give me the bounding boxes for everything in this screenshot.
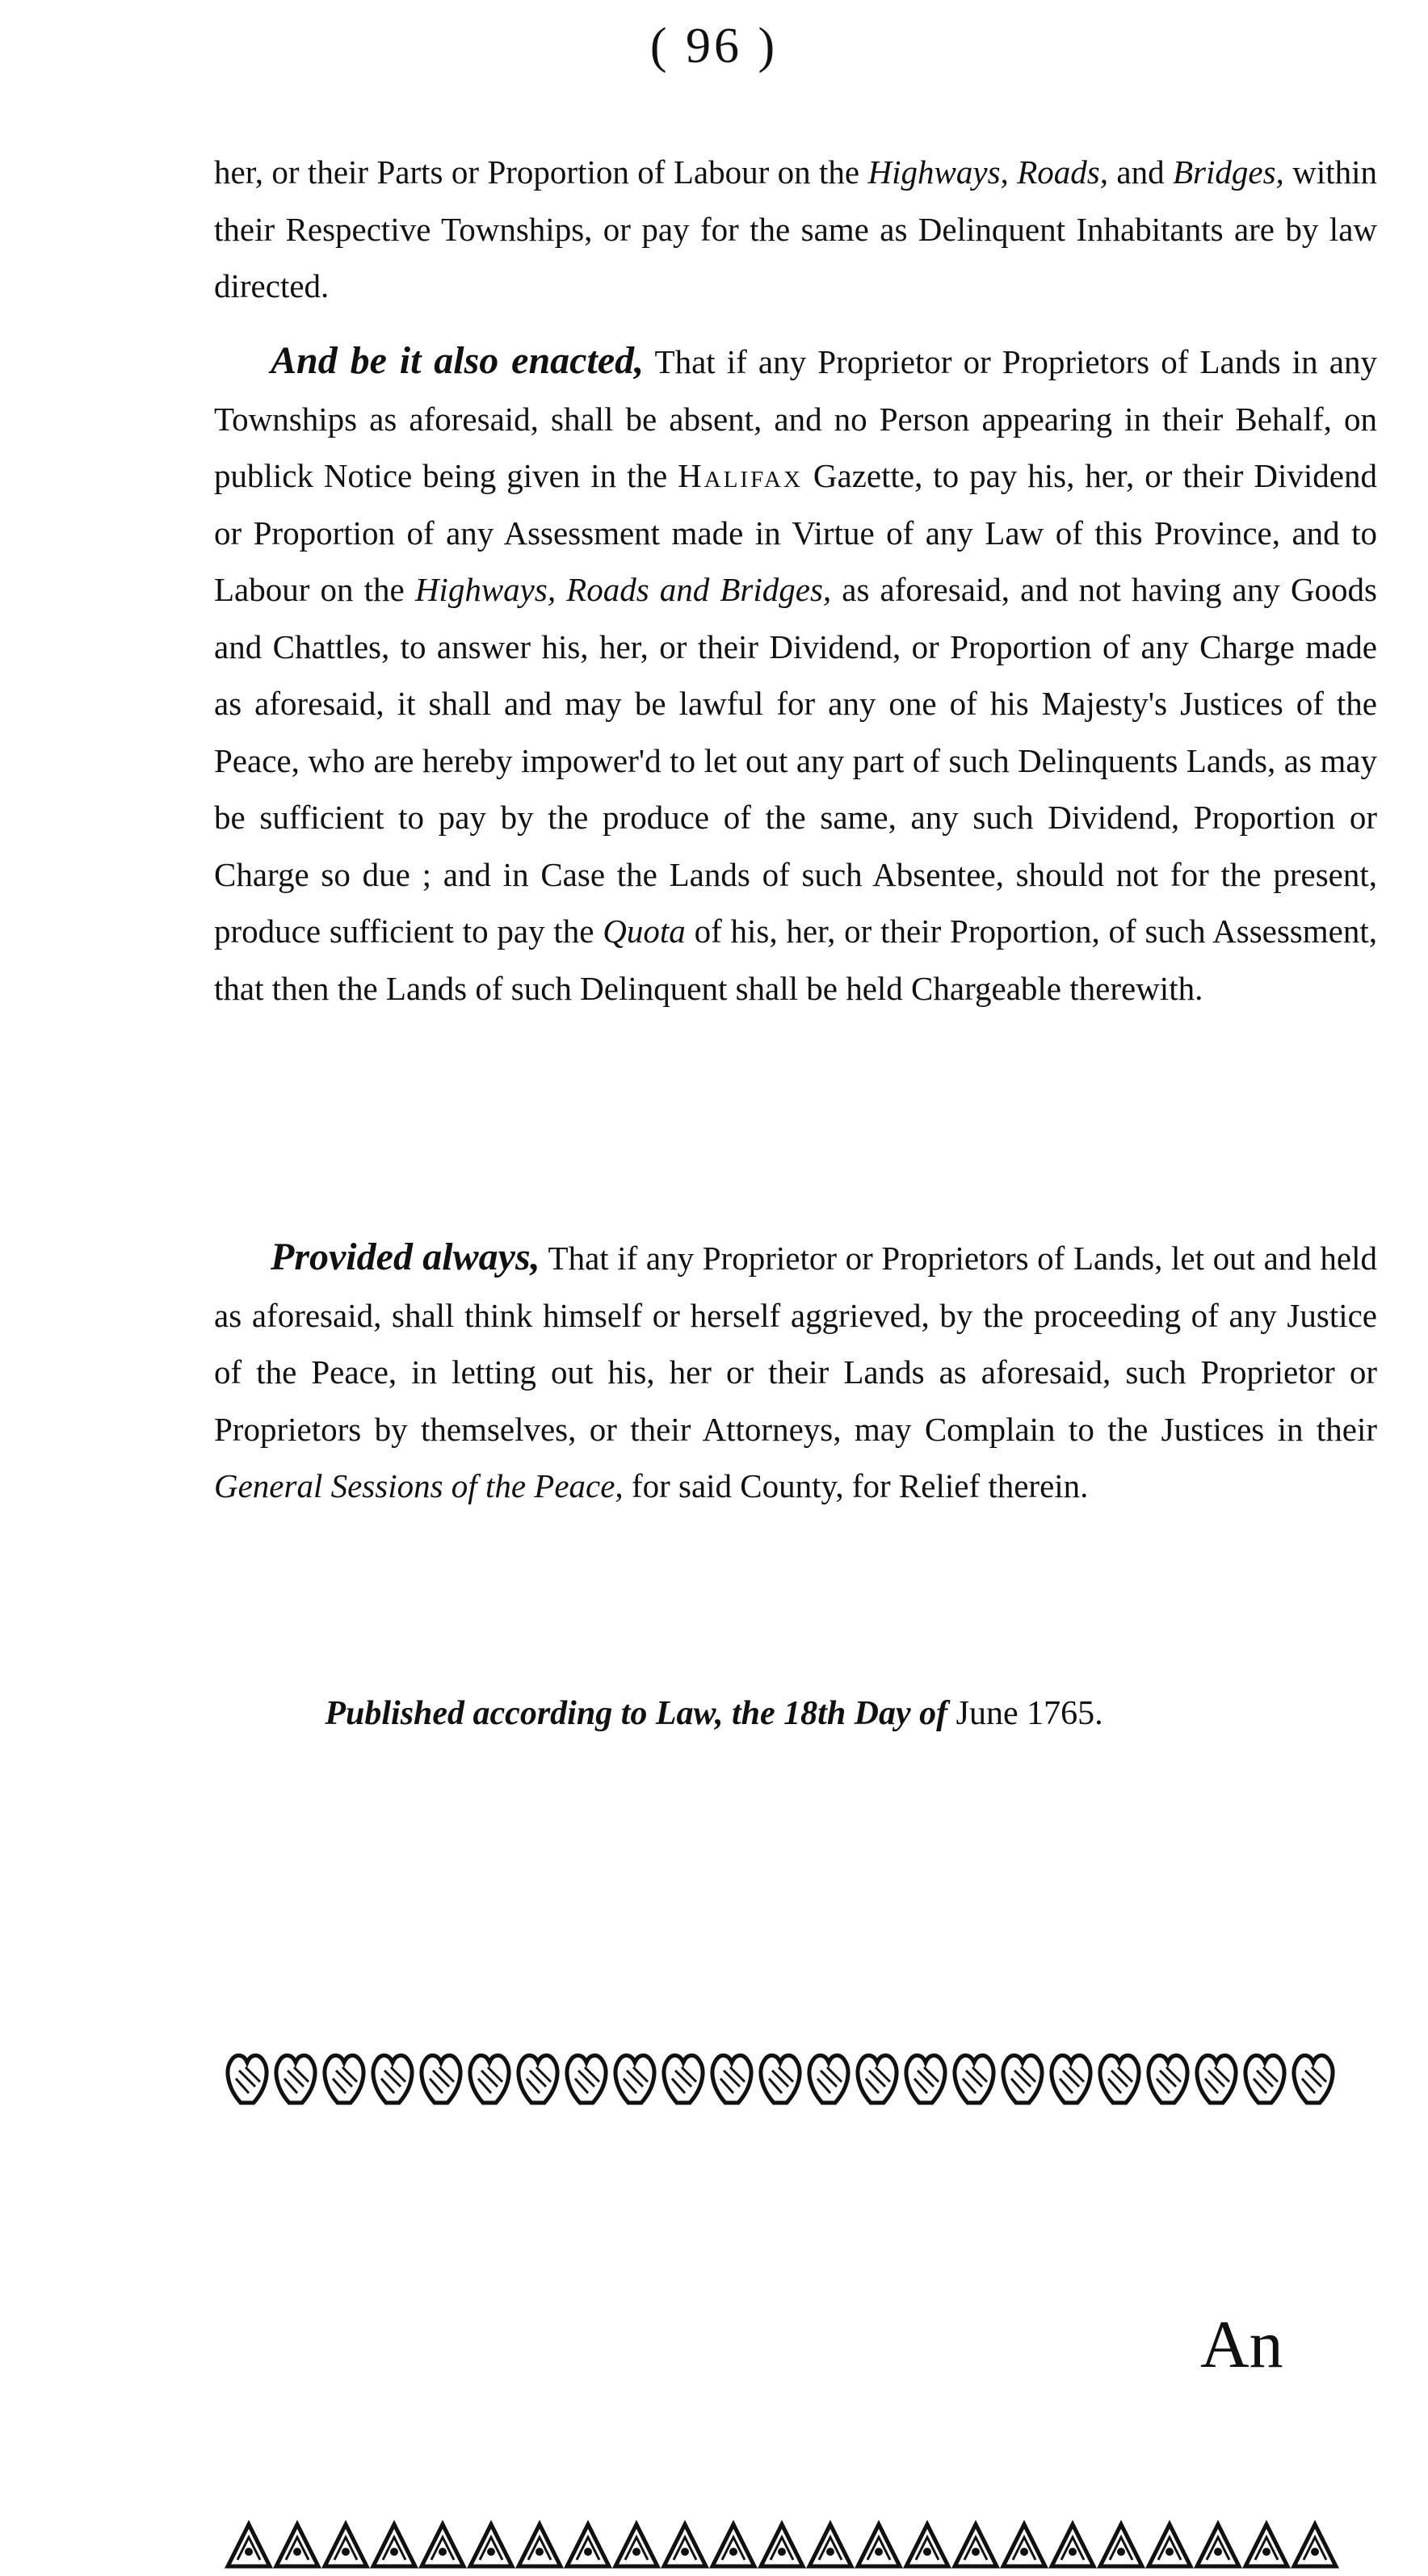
paragraph-2-text-a: That if any Proprietor or Proprietors of Lands in any Townships as aforesaid, shall be absent, and no Person appearing in their Behalf, on publick Notice being given in the bbox=[214, 343, 1378, 494]
ornament-triangle bbox=[906, 2524, 948, 2566]
paragraph-1-text-a: her, or their Parts or Proportion of Labour on the bbox=[214, 153, 868, 191]
paragraph-3 bbox=[214, 1229, 1377, 1515]
ornament-heart bbox=[1245, 2055, 1284, 2103]
ornament-heart bbox=[761, 2055, 800, 2103]
ornament-heart bbox=[615, 2055, 654, 2103]
ornament-heart bbox=[906, 2055, 945, 2103]
ornament-border-bottom bbox=[216, 2511, 1380, 2576]
imprint-italic: Published according to Law, the 18th Day of bbox=[325, 1695, 956, 1732]
ornament-triangle bbox=[1197, 2524, 1239, 2566]
ornament-triangle bbox=[712, 2524, 754, 2566]
paragraph-3-lead: Provided always, bbox=[271, 1236, 540, 1278]
ornament-triangle bbox=[615, 2524, 657, 2566]
paragraph-1-text-c: within their Respective Townships, or pay for the same as Delinquent Inhabitants are by law directed. bbox=[214, 153, 1377, 304]
ornament-triangle bbox=[519, 2524, 561, 2566]
ornament-triangle bbox=[1100, 2524, 1142, 2566]
paragraph-2-text-b: Gazette, to pay his, her, or their Dividend or Proportion of any Assessment made in Virtue of any Law of this Province, and to Labour on the bbox=[214, 457, 1377, 608]
paragraph-1 bbox=[214, 144, 1377, 315]
ornament-heart bbox=[1052, 2055, 1090, 2103]
ornament-triangle bbox=[809, 2524, 851, 2566]
ornament-triangle bbox=[373, 2524, 415, 2566]
ornament-heart bbox=[228, 2055, 267, 2103]
paragraph-3-sessions: General Sessions of the Peace, bbox=[214, 1467, 624, 1504]
paragraph-2-text-c: as aforesaid, and not having any Goods and Chattles, to answer his, her, or their Dividend, or Proportion of any Charge made as aforesaid, it shall and may be lawful for any one of his Majesty's Justices of the Peace, who are hereby impower'd to let out any part of such Delinquents Lands, as may be sufficient to pay by the produce of the same, any such Dividend, Proportion or Charge so due ; and in Case the Lands of such Absentee, should not for the present, produce sufficient to pay the bbox=[214, 571, 1378, 950]
imprint-date: June 1765. bbox=[956, 1695, 1103, 1732]
paragraph-2-lead: And be it also enacted, bbox=[271, 339, 645, 382]
ornament-heart bbox=[664, 2055, 703, 2103]
ornament-heart bbox=[422, 2055, 460, 2103]
ornament-heart bbox=[470, 2055, 509, 2103]
paragraph-3-text-a: That if any Proprietor or Proprietors of Lands, let out and held as aforesaid, shall think himself or herself aggrieved, by the proceeding of any Justice of the Peace, in letting out his, her or their Lands as aforesaid, such Proprietor or Proprietors by themselves, or their Attorneys, may Complain to the Justices in their bbox=[214, 1240, 1377, 1448]
ornament-heart bbox=[1003, 2055, 1042, 2103]
ornament-triangle bbox=[567, 2524, 609, 2566]
ornament-heart bbox=[809, 2055, 848, 2103]
ornament-triangle bbox=[1149, 2524, 1191, 2566]
ornament-triangle bbox=[1003, 2524, 1045, 2566]
paragraph-2-quota: Quota bbox=[603, 913, 686, 950]
ornament-triangle bbox=[761, 2524, 803, 2566]
ornament-heart bbox=[1149, 2055, 1187, 2103]
paragraph-3-text-b: for said County, for Relief therein. bbox=[623, 1467, 1089, 1504]
ornament-heart bbox=[1197, 2055, 1236, 2103]
ornament-triangle bbox=[1294, 2524, 1336, 2566]
paragraph-2-highways: Highways, Roads and Bridges, bbox=[414, 571, 832, 608]
paragraph-2 bbox=[214, 333, 1377, 1017]
ornament-triangle bbox=[1245, 2524, 1287, 2566]
catchword: An bbox=[1200, 2307, 1283, 2382]
ornament-triangle bbox=[858, 2524, 900, 2566]
ornament-triangle-row bbox=[216, 2511, 1380, 2576]
ornament-heart bbox=[858, 2055, 897, 2103]
ornament-heart bbox=[712, 2055, 751, 2103]
ornament-border-top bbox=[216, 2043, 1380, 2108]
imprint-line bbox=[0, 1694, 1428, 1733]
ornament-heart bbox=[276, 2055, 315, 2103]
ornament-heart bbox=[325, 2055, 363, 2103]
ornament-triangle bbox=[664, 2524, 706, 2566]
ornament-heart bbox=[955, 2055, 993, 2103]
ornament-heart bbox=[567, 2055, 606, 2103]
ornament-heart bbox=[1100, 2055, 1139, 2103]
ornament-heart bbox=[373, 2055, 412, 2103]
paragraph-2-text-d: of his, her, or their Proportion, of such Assessment, that then the Lands of such Delinquent shall be held Chargeable therewith. bbox=[214, 913, 1377, 1007]
paragraph-2-gazette-name: Halifax bbox=[678, 457, 803, 494]
paragraph-1-bridges: Bridges, bbox=[1173, 153, 1284, 191]
ornament-heart bbox=[1294, 2055, 1333, 2103]
ornament-triangle bbox=[325, 2524, 367, 2566]
ornament-triangle bbox=[1052, 2524, 1094, 2566]
page-number: ( 96 ) bbox=[649, 19, 779, 73]
ornament-triangle bbox=[228, 2524, 270, 2566]
ornament-triangle bbox=[955, 2524, 997, 2566]
paragraph-1-text-b: and bbox=[1107, 153, 1173, 191]
ornament-triangle bbox=[470, 2524, 512, 2566]
ornament-triangle bbox=[276, 2524, 318, 2566]
ornament-heart-row bbox=[216, 2043, 1380, 2108]
paragraph-1-highways-roads: Highways, Roads, bbox=[867, 153, 1108, 191]
ornament-triangle bbox=[422, 2524, 464, 2566]
ornament-heart bbox=[519, 2055, 557, 2103]
